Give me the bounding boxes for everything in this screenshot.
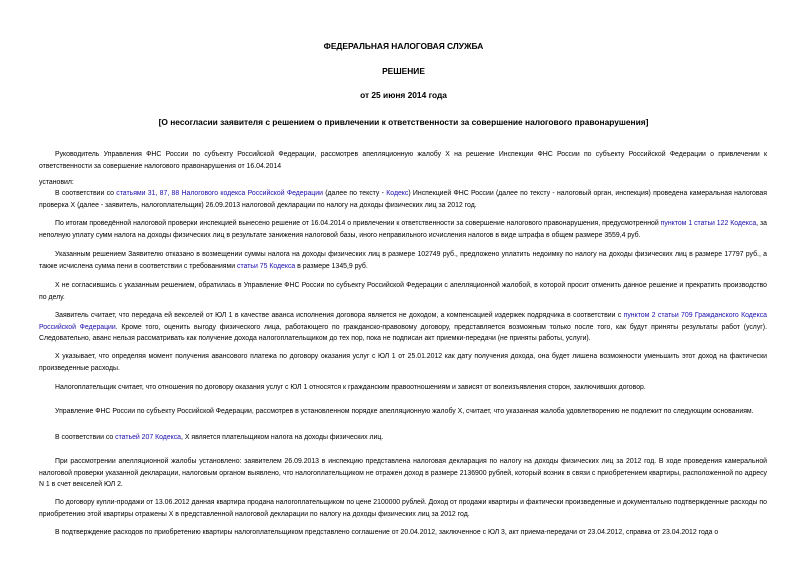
agency-title: ФЕДЕРАЛЬНАЯ НАЛОГОВАЯ СЛУЖБА (323, 41, 484, 51)
p3-text-c: ) Инспекцией ФНС России (далее по тексту - налоговый орган, инспекция) проведена камеральная налоговая проверка Х (далее - заявитель, налогоплательщик) 26.09.2013 налоговой декларации по налогу на доходы физических лиц за 2012 год. (39, 190, 767, 209)
link-article-75[interactable]: статьи 75 Кодекса (237, 262, 296, 270)
paragraph-9: Налогоплательщик считает, что отношения по договору оказания услуг с ЮЛ 1 относятся к гражданским правоотношениям и зависят от волеизъявления сторон, заключивших договор. (55, 384, 646, 391)
link-article-709[interactable]: пунктом 2 статьи 709 Гражданского Кодекса Российской Федерации (39, 312, 768, 331)
paragraph-14: В подтверждение расходов по приобретению квартиры налогоплательщиком представлено соглашение от 20.04.2012, заключенное с ЮЛ 3, акт приема-передачи от 23.04.2012, справка от 23.04.2012 года о (55, 529, 719, 536)
paragraph-11 (39, 432, 767, 444)
link-article-207[interactable]: статьей 207 Кодекса (115, 434, 181, 441)
paragraph-10: Управление ФНС России по субъекту Российской Федерации, рассмотрев в установленном порядке апелляционную жалобу Х, считает, что указанная жалоба удовлетворению не подлежит по следующим основаниям. (55, 408, 754, 415)
paragraph-6: Х не согласившись с указанным решением, обратилась в Управление ФНС России по субъекту Российской Федерации с апелляционной жалобой, в которой просит отменить данное решение и прекратить производство по делу. (39, 282, 767, 301)
p4-text-b: , за неполную уплату сумм налога на доходы физических лиц в результате занижения налоговой базы, иного неправильного исчисления налогов в виде штрафа в общем размере 3559,4 руб. (39, 220, 767, 239)
document-type: РЕШЕНИЕ (382, 66, 425, 76)
paragraph-2: установил: (39, 179, 74, 186)
link-tax-code-articles[interactable]: статьями 31, 87, 88 Налогового кодекса Российской Федерации (116, 190, 323, 197)
paragraph-12: При рассмотрении апелляционной жалобы установлено: заявителем 26.09.2013 в инспекцию представлена налоговая декларация по налогу на доходы физических лиц за 2012 год. В ходе проведения камеральной налоговой проверки указанной декларации, налоговым органом выявлено, что налогоплательщиком не отражен доход в размере 2136900 рублей, который возник в связи с приобретением квартиры, расположенной по адресу N 1 в счет векселей ЮЛ 2. (39, 458, 767, 488)
paragraph-7 (39, 310, 767, 345)
p3-text-a: В соответствии со (55, 190, 117, 197)
document-subject: [О несогласии заявителя с решением о привлечении к ответственности за совершение налогового правонарушения] (158, 117, 649, 127)
p7-text-a: Заявитель считает, что передача ей векселей от ЮЛ 1 в качестве аванса исполнения договора является не доходом, а компенсацией издержек подрядчика в соответствии с (55, 312, 624, 319)
p5-text-a: Указанным решением Заявителю отказано в возмещении суммы налога на доходы физических лиц в размере 102749 руб., предложено уплатить недоимку по налогу на доходы физических лиц в размере 17797 руб., а также исчислена сумма пени в соответствии с требованиями (39, 251, 767, 270)
p4-text-a: По итогам проведённой налоговой проверки инспекцией вынесено решение от 16.04.2014 о привлечении к ответственности за совершение налогового правонарушения, предусмотренной (55, 220, 661, 227)
link-code[interactable]: Кодекс (386, 190, 409, 197)
paragraph-13: По договору купли-продажи от 13.06.2012 данная квартира продана налогоплательщиком по цене 2100000 рублей. Доход от продажи квартиры и фактически произведенные и документально подтвержденные расходы по приобретению этой квартиры отражены Х в представленной налоговой декларации по налогу на доходы физических лиц за 2012 год. (39, 499, 767, 518)
p7-text-b: . Кроме того, оценить выгоду физического лица, работающего по гражданско-правовому договору, представляется возможным только после того, как будут приняты результаты работ (услуг). Следовательно, аванс нельзя рассматривать как получение дохода налогоплательщиком до тех пор, пока не подписан акт приемки-передачи (не приняты работы, услуги). (39, 323, 767, 342)
p5-text-b: в размере 1345,9 руб. (295, 262, 368, 270)
paragraph-1: Руководитель Управления ФНС России по субъекту Российской Федерации, рассмотрев апелляционную жалобу Х на решение Инспекции ФНС России по субъекту Российской Федерации о привлечении к ответственности за совершение налогового правонарушения от 16.04.2014 (39, 151, 767, 170)
paragraph-4 (39, 218, 767, 241)
paragraph-5 (39, 249, 767, 272)
p3-text-b: (далее по тексту - (322, 190, 387, 197)
p11-text-a: В соответствии со (55, 434, 116, 441)
link-article-122[interactable]: пунктом 1 статьи 122 Кодекса (660, 220, 757, 227)
paragraph-3 (39, 188, 767, 211)
paragraph-8: Х указывает, что определяя момент получения авансового платежа по договору оказания услуг с ЮЛ 1 от 25.01.2012 как дату получения дохода, она будет лишена возможности уменьшить этот доход на фактически произведенные расходы. (39, 353, 767, 372)
p11-text-b: , Х является плательщиком налога на доходы физических лиц. (181, 434, 384, 441)
document-date: от 25 июня 2014 года (360, 90, 447, 100)
